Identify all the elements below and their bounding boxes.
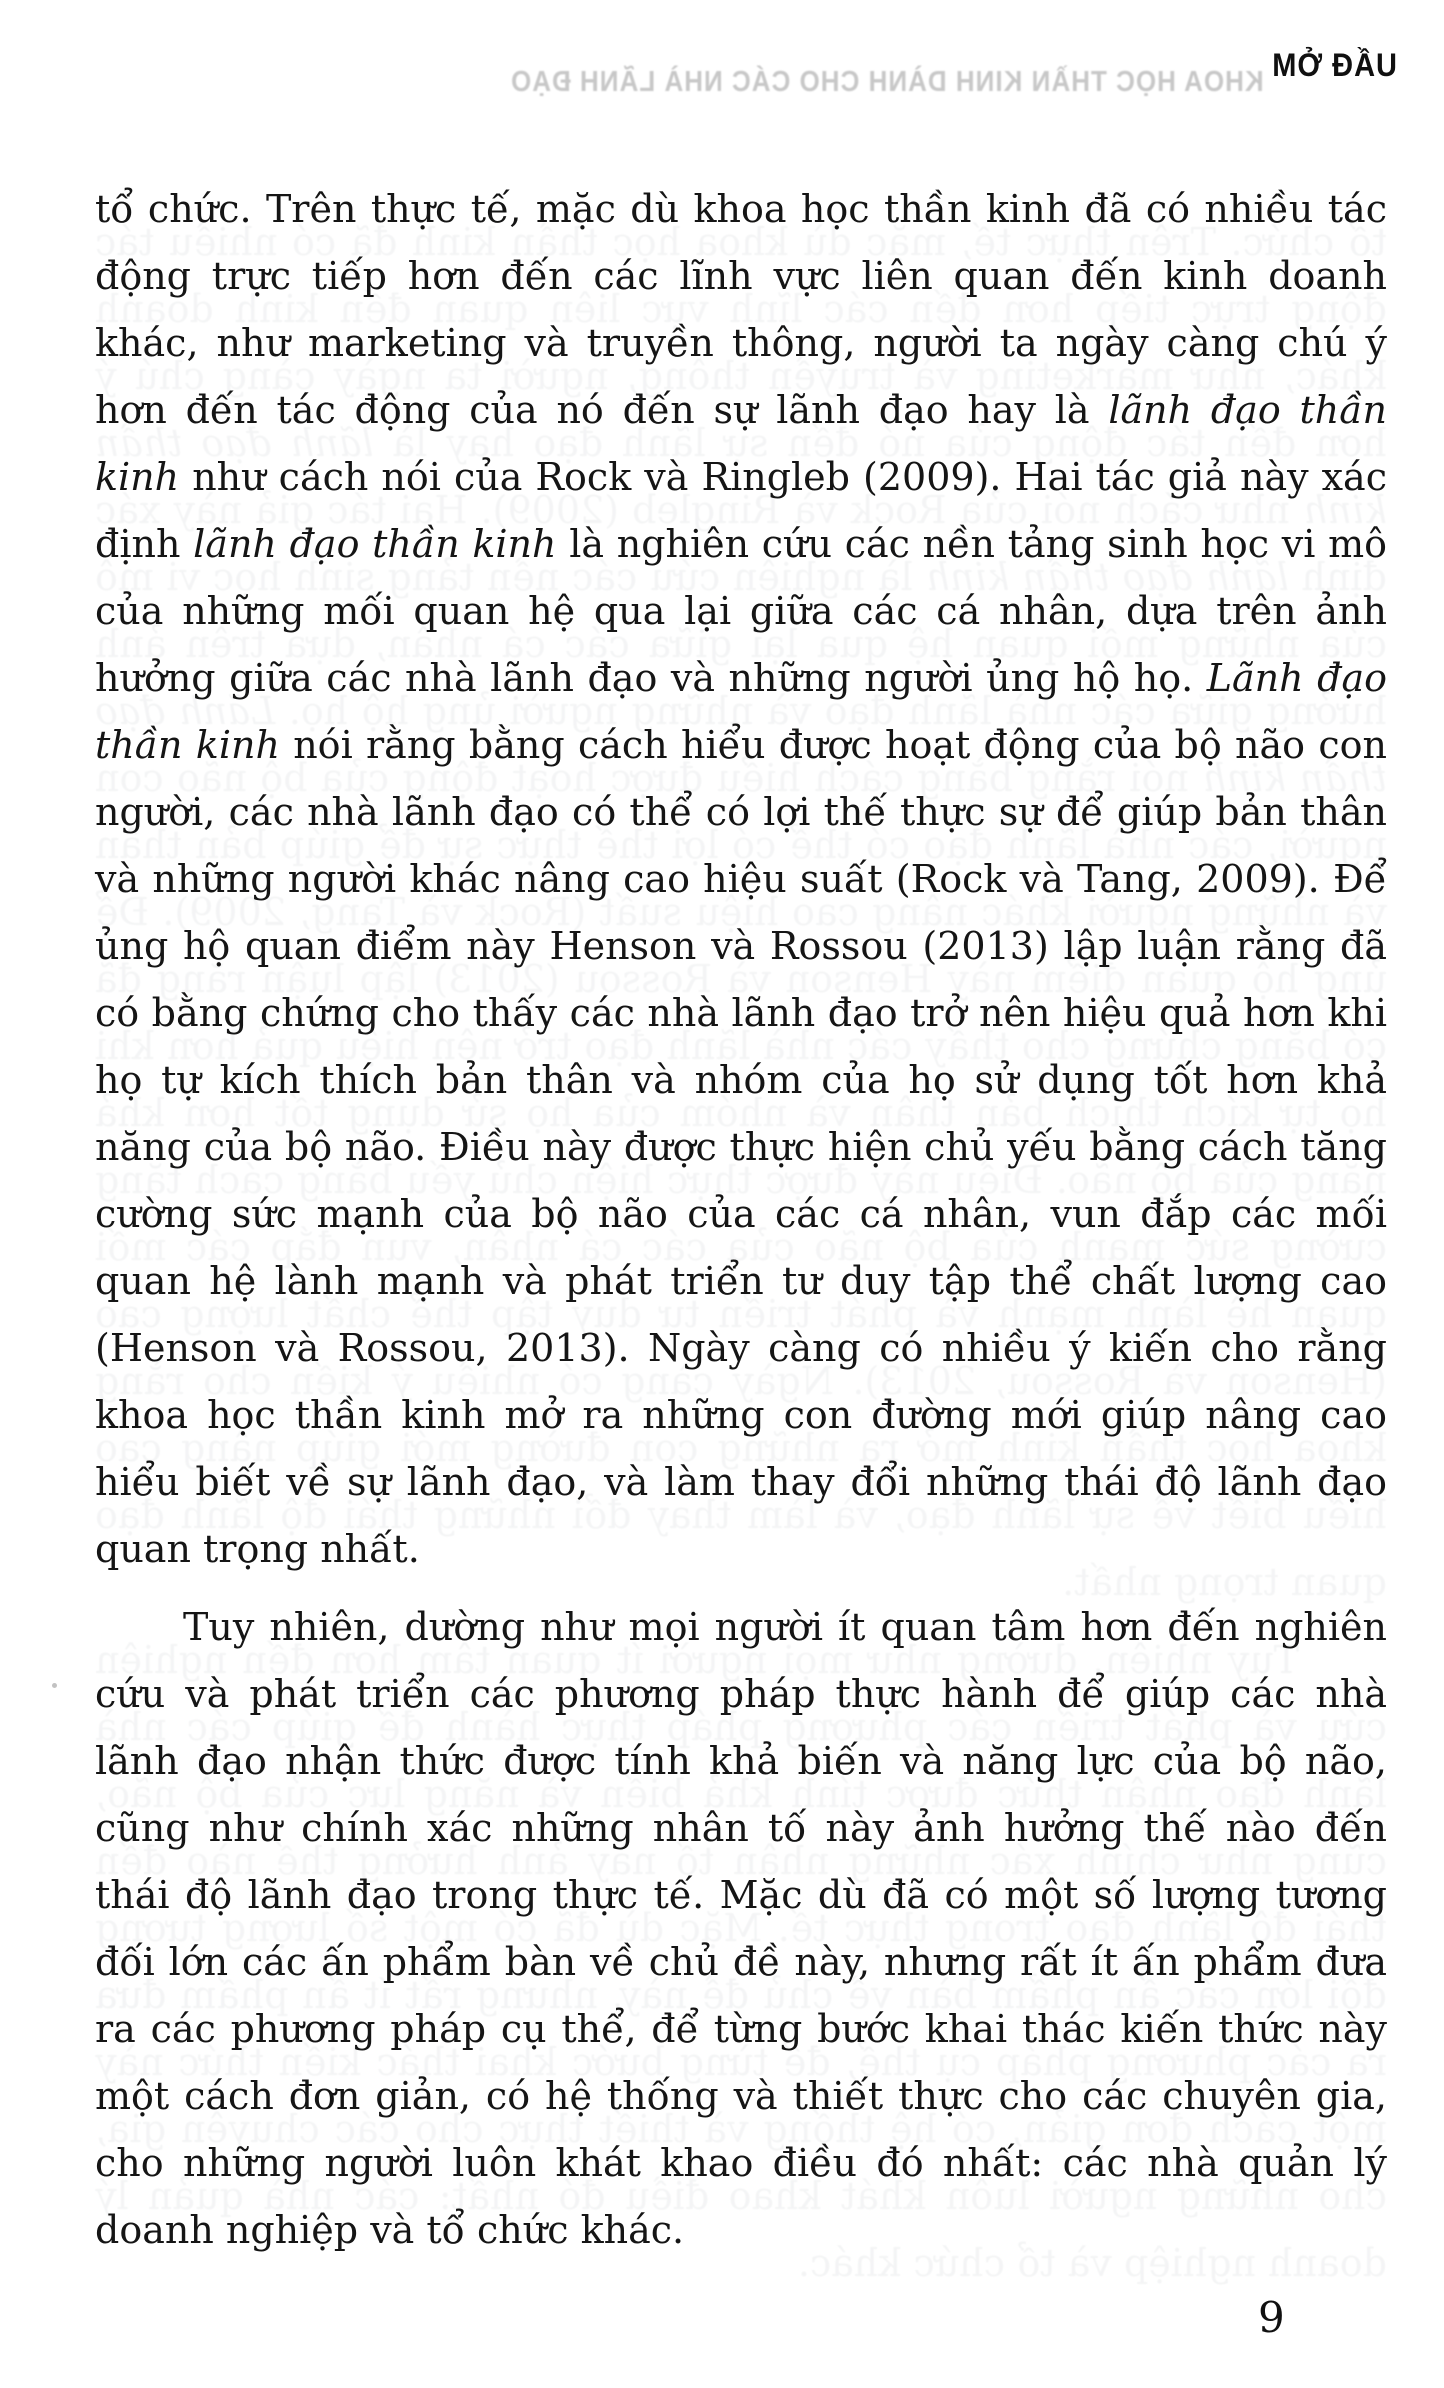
ghost-paragraph: tổ chức. Trên thực tế, mặc dù khoa học thần kinh đã có nhiều tác động trực tiếp hơn đến các lĩnh vực liên quan đến kinh doanh khác, như marketing và truyền thông, người ta ngày càng chú ý hơn đến tác động của nó đến sự lãnh đạo hay là lãnh đạo thần kinh như cách nói của Rock và Ringleb (2009). Hai tác giả này xác định lãnh đạo thần kinh là nghiên cứu các nền tảng sinh học vi mô của những mối quan hệ qua lại giữa các cá nhân, dựa trên ảnh hưởng giữa các nhà lãnh đạo và những người ủng hộ họ. Lãnh đạo thần kinh nói rằng bằng cách hiểu được hoạt động của bộ não con người, các nhà lãnh đạo có thể có lợi thế thực sự để giúp bản thân và những người khác nâng cao hiệu suất (Rock và Tang, 2009). Để ủng hộ quan điểm này Henson và Rossou (2013) lập luận rằng đã có bằng chứng cho thấy các nhà lãnh đạo trở nên hiệu quả hơn khi họ tự kích thích bản thân và nhóm của họ sử dụng tốt hơn khả năng của bộ não. Điều này được thực hiện chủ yếu bằng cách tăng cường sức mạnh của bộ não của các cá nhân, vun đắp các mối quan hệ lành mạnh và phát triển tư duy tập thể chất lượng cao (Henson và Rossou, 2013). Ngày càng có nhiều ý kiến cho rằng khoa học thần kinh mở ra những con đường mới giúp nâng cao hiểu biết về sự lãnh đạo, và làm thay đổi những thái độ lãnh đạo quan trọng nhất.	[95, 220, 1387, 1604]
paragraph-2: Tuy nhiên, dường như mọi người ít quan tâm hơn đến nghiên cứu và phát triển các phương pháp thực hành để giúp các nhà lãnh đạo nhận thức được tính khả biến và năng lực của bộ não, cũng như chính xác những nhân tố này ảnh hưởng thế nào đến thái độ lãnh đạo trong thực tế. Mặc dù đã có một số lượng tương đối lớn các ấn phẩm bàn về chủ đề này, nhưng rất ít ấn phẩm đưa ra các phương pháp cụ thể, để từng bước khai thác kiến thức này một cách đơn giản, có hệ thống và thiết thực cho các chuyên gia, cho những người luôn khát khao điều đó nhất: các nhà quản lý doanh nghiệp và tổ chức khác.	[95, 1605, 1387, 2252]
page-number: 9	[1258, 2293, 1285, 2342]
page-body	[95, 176, 1387, 2264]
scan-speck	[52, 1683, 57, 1688]
running-header: MỞ ĐẦU	[1272, 48, 1398, 84]
ghost-bleedthrough-title: KHOA HỌC THẦN KINH DÀNH CHO CÁC NHÀ LÃNH ĐẠO	[510, 64, 1264, 98]
paragraph-1: tổ chức. Trên thực tế, mặc dù khoa học thần kinh đã có nhiều tác động trực tiếp hơn đến các lĩnh vực liên quan đến kinh doanh khác, như marketing và truyền thông, người ta ngày càng chú ý hơn đến tác động của nó đến sự lãnh đạo hay là lãnh đạo thần kinh như cách nói của Rock và Ringleb (2009). Hai tác giả này xác định lãnh đạo thần kinh là nghiên cứu các nền tảng sinh học vi mô của những mối quan hệ qua lại giữa các cá nhân, dựa trên ảnh hưởng giữa các nhà lãnh đạo và những người ủng hộ họ. Lãnh đạo thần kinh nói rằng bằng cách hiểu được hoạt động của bộ não con người, các nhà lãnh đạo có thể có lợi thế thực sự để giúp bản thân và những người khác nâng cao hiệu suất (Rock và Tang, 2009). Để ủng hộ quan điểm này Henson và Rossou (2013) lập luận rằng đã có bằng chứng cho thấy các nhà lãnh đạo trở nên hiệu quả hơn khi họ tự kích thích bản thân và nhóm của họ sử dụng tốt hơn khả năng của bộ não. Điều này được thực hiện chủ yếu bằng cách tăng cường sức mạnh của bộ não của các cá nhân, vun đắp các mối quan hệ lành mạnh và phát triển tư duy tập thể chất lượng cao (Henson và Rossou, 2013). Ngày càng có nhiều ý kiến cho rằng khoa học thần kinh mở ra những con đường mới giúp nâng cao hiểu biết về sự lãnh đạo, và làm thay đổi những thái độ lãnh đạo quan trọng nhất.	[95, 187, 1387, 1571]
ghost-paragraph: Tuy nhiên, dường như mọi người ít quan tâm hơn đến nghiên cứu và phát triển các phương pháp thực hành để giúp các nhà lãnh đạo nhận thức được tính khả biến và năng lực của bộ não, cũng như chính xác những nhân tố này ảnh hưởng thế nào đến thái độ lãnh đạo trong thực tế. Mặc dù đã có một số lượng tương đối lớn các ấn phẩm bàn về chủ đề này, nhưng rất ít ấn phẩm đưa ra các phương pháp cụ thể, để từng bước khai thác kiến thức này một cách đơn giản, có hệ thống và thiết thực cho các chuyên gia, cho những người luôn khát khao điều đó nhất: các nhà quản lý doanh nghiệp và tổ chức khác.	[95, 1638, 1387, 2285]
